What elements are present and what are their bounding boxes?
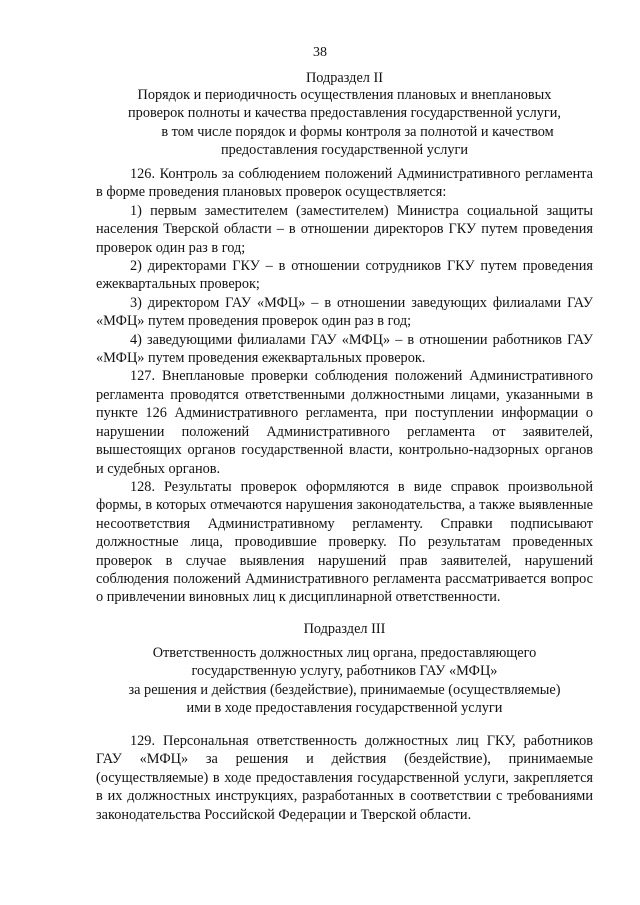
paragraph-129: 129. Персональная ответственность должностных лиц ГКУ, работников ГАУ «МФЦ» за решения и действия (бездействие), принимаемые (осуществляемые) в ходе предоставления государственной услуги, закрепляется в их должностных инструкциях, разработанных в соответствии с требованиями законодательства Российской Федерации и Тверской области. [96,733,593,823]
paragraph-126-item-2: 2) директорами ГКУ – в отношении сотрудников ГКУ путем проведения ежеквартальных проверок; [96,258,593,293]
paragraph-126-item-1: 1) первым заместителем (заместителем) Министра социальной защиты населения Тверской области – в отношении директоров ГКУ путем проведения проверок один раз в год; [96,202,593,256]
section-title-line: предоставления государственной услуги [220,142,469,159]
page-number: 38 [313,45,327,60]
paragraph-126: 126. Контроль за соблюдением положений Административного регламента в форме проведения плановых проверок осуществляется: [96,166,593,201]
section-title-line: Порядок и периодичность осуществления плановых и внеплановых [137,87,552,103]
section-heading-text: Подраздел III [303,621,386,637]
section-title-line: Ответственность должностных лиц органа, предоставляющего [152,645,537,661]
paragraph-128: 128. Результаты проверок оформляются в виде справок произвольной формы, в которых отмечаются нарушения законодательства, а также выявленные несоответствия Административному регламенту. Справки подписывают должностные лица, проводившие проверку. По результатам проведенных проверок в случае выявления нарушений прав заявителей, нарушений соблюдения положений Административного регламента рассматривается вопрос о привлечении виновных лиц к дисциплинарной ответственности. [96,478,593,606]
section-heading [96,620,593,638]
section-title-line: проверок полноты и качества предоставления государственной услуги, [128,105,561,122]
paragraph-126-item-4: 4) заведующими филиалами ГАУ «МФЦ» – в отношении работников ГАУ «МФЦ» путем проведения ежеквартальных проверок. [96,331,593,367]
section-body [96,732,593,824]
paragraph-126-item-3: 3) директором ГАУ «МФЦ» – в отношении заведующих филиалами ГАУ «МФЦ» путем проведения проверок один раз в год; [96,294,593,330]
section-body [96,165,593,607]
section-title [96,644,593,718]
section-heading [96,69,593,87]
paragraph-127: 127. Внеплановые проверки соблюдения положений Административного регламента проводятся ответственными должностными лицами, указанными в пункте 126 Административного регламента, при поступлении информации о нарушении положений Административного регламента от заявителей, вышестоящих органов государственной власти, контрольно-надзорных органов и судебных органов. [96,368,593,477]
section-title-line: за решения и действия (бездействие), принимаемые (осуществляемые) [128,681,561,698]
section-title-line: в том числе порядок и формы контроля за полнотой и качеством [161,123,554,140]
section-title-line: ими в ходе предоставления государственной услуги [186,700,503,717]
section-title-line: государственную услугу, работников ГАУ «МФЦ» [191,663,498,680]
section-title [96,86,593,160]
section-heading-text: Подраздел II [305,70,384,86]
